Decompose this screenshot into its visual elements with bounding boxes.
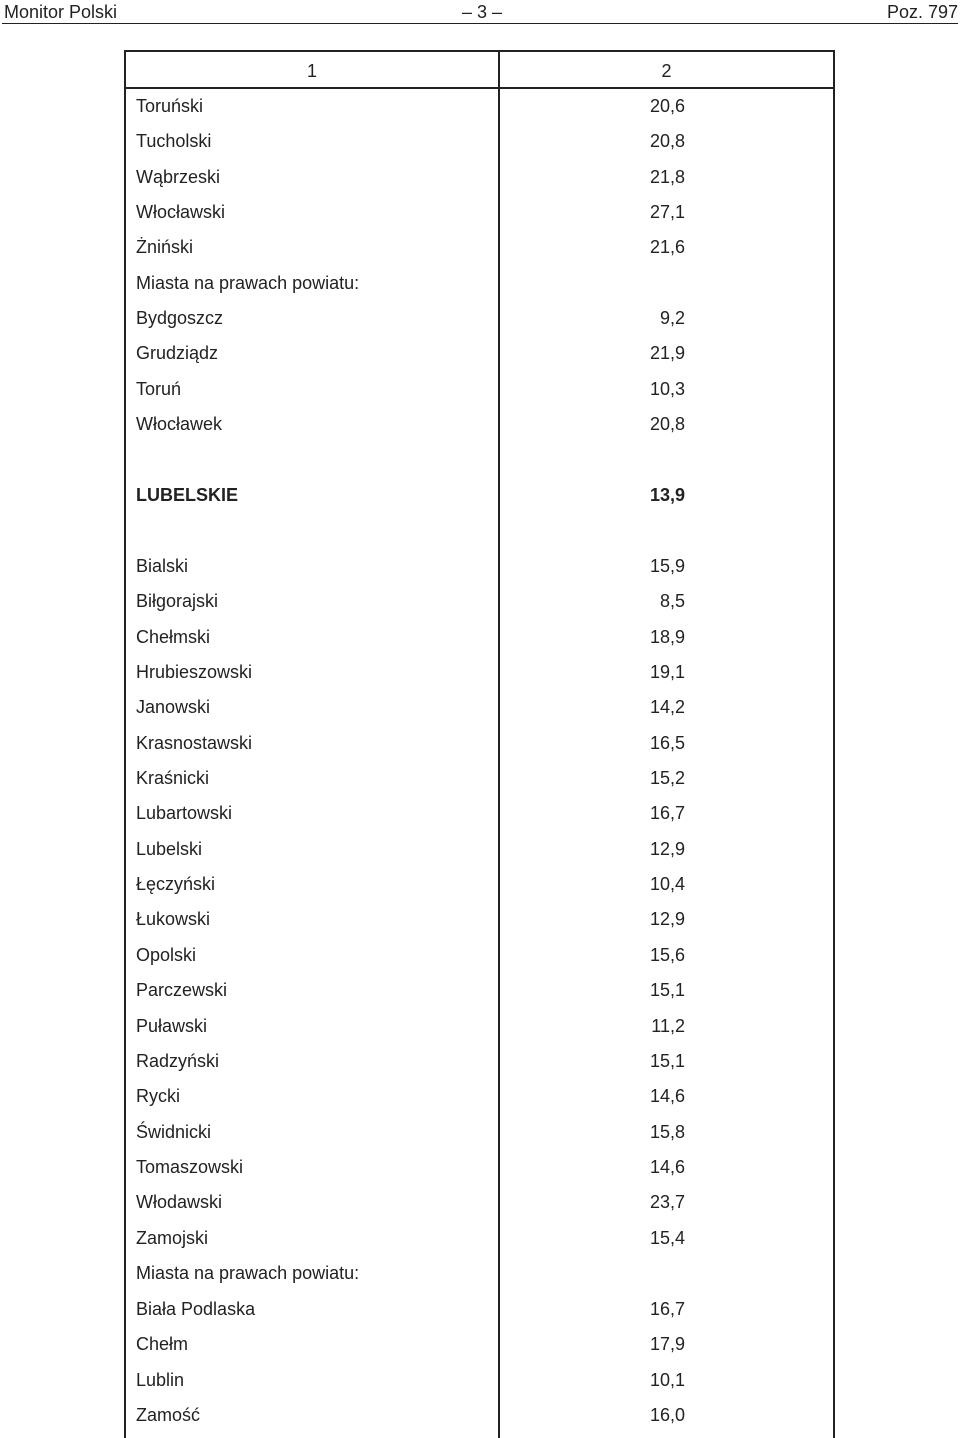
row-value: 23,7 xyxy=(649,1192,685,1212)
row-value: 10,4 xyxy=(649,874,685,894)
table-row xyxy=(126,907,833,931)
table-row xyxy=(126,1155,833,1179)
table-row xyxy=(126,554,833,578)
row-value: 11,2 xyxy=(651,1016,685,1036)
row-name: Biała Podlaska xyxy=(136,1299,256,1319)
row-name: Krasnostawski xyxy=(136,733,253,753)
row-name: Toruń xyxy=(136,379,182,399)
page-header xyxy=(0,0,960,24)
table-row xyxy=(126,377,833,401)
table-row xyxy=(126,1084,833,1108)
row-name: Tucholski xyxy=(136,131,212,151)
row-name: Bialski xyxy=(136,556,189,576)
row-name: Opolski xyxy=(136,945,197,965)
table-row xyxy=(126,1190,833,1214)
row-value: 10,1 xyxy=(649,1370,685,1390)
table-row xyxy=(126,235,833,259)
row-name: Toruński xyxy=(136,96,204,116)
row-name: Świdnicki xyxy=(136,1122,212,1142)
row-name: Włocławski xyxy=(136,202,226,222)
table-row xyxy=(126,1332,833,1356)
table-row xyxy=(126,200,833,224)
row-name: Lubelski xyxy=(136,839,203,859)
row-value: 20,8 xyxy=(649,131,685,151)
row-name: Wąbrzeski xyxy=(136,167,221,187)
row-value: 19,1 xyxy=(649,662,685,682)
table-row xyxy=(126,483,833,507)
row-value: 16,5 xyxy=(649,733,685,753)
table-row xyxy=(126,94,833,118)
table-row xyxy=(126,412,833,436)
row-value: 20,8 xyxy=(649,414,685,434)
table-row xyxy=(126,1297,833,1321)
column-header-1: 1 xyxy=(306,61,317,81)
row-value: 20,6 xyxy=(649,96,685,116)
row-name: Miasta na prawach powiatu: xyxy=(136,273,360,293)
publication-title: Monitor Polski xyxy=(4,2,118,22)
table-row xyxy=(126,625,833,649)
table-row xyxy=(126,943,833,967)
row-value: 15,2 xyxy=(649,768,685,788)
row-value: 16,7 xyxy=(649,803,685,823)
table-row xyxy=(126,837,833,861)
row-name: Rycki xyxy=(136,1086,180,1106)
row-value: 21,9 xyxy=(649,343,685,363)
row-value: 13,9 xyxy=(649,485,685,505)
row-value: 27,1 xyxy=(649,202,685,222)
row-name: Łukowski xyxy=(136,909,211,929)
row-name: Janowski xyxy=(136,697,211,717)
row-value: 16,7 xyxy=(649,1299,685,1319)
row-value: 12,9 xyxy=(649,909,685,929)
table-row xyxy=(126,165,833,189)
row-value: 21,8 xyxy=(649,167,685,187)
row-value: 15,8 xyxy=(649,1122,685,1142)
row-name: Miasta na prawach powiatu: xyxy=(136,1263,360,1283)
row-name: Grudziądz xyxy=(136,343,219,363)
header-rule xyxy=(2,23,958,24)
row-name: Parczewski xyxy=(136,980,228,1000)
row-name: Zamość xyxy=(136,1405,201,1425)
header-row-rule xyxy=(126,87,833,89)
table-row xyxy=(126,766,833,790)
table-row xyxy=(126,271,833,295)
table-row xyxy=(126,341,833,365)
table-row xyxy=(126,589,833,613)
table-row xyxy=(126,1261,833,1285)
row-name: Zamojski xyxy=(136,1228,209,1248)
row-name: Żniński xyxy=(136,237,194,257)
row-value: 14,6 xyxy=(649,1157,685,1177)
row-value: 9,2 xyxy=(659,308,685,328)
row-value: 14,6 xyxy=(649,1086,685,1106)
table-row xyxy=(126,978,833,1002)
table-row xyxy=(126,1049,833,1073)
table-row xyxy=(126,1120,833,1144)
row-name: Bydgoszcz xyxy=(136,308,224,328)
row-name: Chełm xyxy=(136,1334,189,1354)
row-value: 17,9 xyxy=(649,1334,685,1354)
table-row xyxy=(126,1226,833,1250)
row-name: Puławski xyxy=(136,1016,208,1036)
row-value: 15,9 xyxy=(649,556,685,576)
row-value: 15,4 xyxy=(649,1228,685,1248)
row-name: Lublin xyxy=(136,1370,185,1390)
table-row xyxy=(126,1403,833,1427)
row-value: 18,9 xyxy=(649,627,685,647)
row-value: 15,1 xyxy=(649,1051,685,1071)
row-name: Kraśnicki xyxy=(136,768,210,788)
row-value: 15,1 xyxy=(649,980,685,1000)
table-row xyxy=(126,660,833,684)
row-name: Biłgorajski xyxy=(136,591,219,611)
row-name: Włocławek xyxy=(136,414,223,434)
row-value: 16,0 xyxy=(649,1405,685,1425)
data-table xyxy=(124,50,835,1438)
row-name: LUBELSKIE xyxy=(136,485,239,505)
table-row xyxy=(126,801,833,825)
row-name: Hrubieszowski xyxy=(136,662,253,682)
row-name: Radzyński xyxy=(136,1051,220,1071)
table-row xyxy=(126,1368,833,1392)
table-row xyxy=(126,306,833,330)
row-value: 15,6 xyxy=(649,945,685,965)
row-value: 12,9 xyxy=(649,839,685,859)
column-header-2: 2 xyxy=(661,61,672,81)
row-value: 10,3 xyxy=(649,379,685,399)
row-value: 14,2 xyxy=(649,697,685,717)
row-name: Chełmski xyxy=(136,627,211,647)
row-name: Łęczyński xyxy=(136,874,216,894)
table-row xyxy=(126,731,833,755)
row-value: 8,5 xyxy=(659,591,685,611)
row-value: 21,6 xyxy=(649,237,685,257)
page-number: – 3 – xyxy=(462,2,503,22)
row-name: Włodawski xyxy=(136,1192,223,1212)
row-name: Lubartowski xyxy=(136,803,233,823)
position-number: Poz. 797 xyxy=(886,2,958,22)
table-row xyxy=(126,129,833,153)
table-row xyxy=(126,1014,833,1038)
table-row xyxy=(126,695,833,719)
table-row xyxy=(126,872,833,896)
row-name: Tomaszowski xyxy=(136,1157,244,1177)
